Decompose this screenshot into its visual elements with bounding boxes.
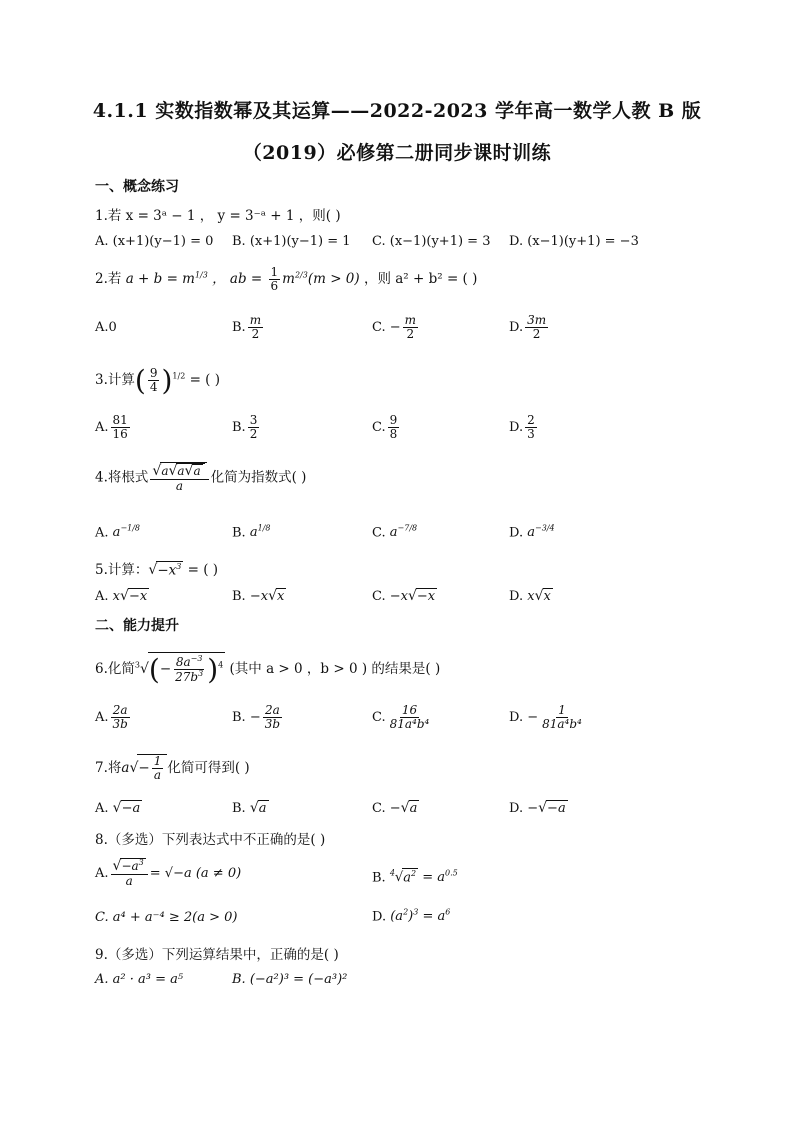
q4-radical-expression: $\frac{√a√a√a}{a}$ (150, 462, 208, 494)
q8-option-a[interactable]: A. $\frac{√-a^3}{a}$ = √−a (a ≠ 0) (95, 858, 242, 889)
question-2-stem: 2.若 $a + b = m^{1/3}$ ， ab = $\frac{1}{6}$ $m^{2/3}(m > 0)$ ，则 a² + b² = ( ) (95, 265, 478, 294)
q7-option-c[interactable]: C. −√a (372, 800, 418, 816)
question-5-stem: 5.计算：$√-x^3$ = ( ) (95, 561, 219, 578)
question-6-stem: 6.化简$^3$√(− $\frac{8a^{-3}}{27b^3}$ )$^4$ (其中 a > 0 ，b > 0 ) 的结果是( ) (95, 653, 441, 686)
q5-option-c[interactable]: C. −x√−x (372, 588, 436, 604)
q1-option-d[interactable]: D. (x−1)(y+1) = −3 (509, 234, 639, 249)
q4-prefix: 4.将根式 (95, 469, 149, 486)
q4-option-c[interactable]: C. $a^{-7/8}$ (372, 524, 418, 541)
q5-suffix: = ( ) (187, 562, 219, 578)
q5-option-a[interactable]: A. x√−x (95, 588, 148, 604)
question-9-stem: 9.（多选）下列运算结果中，正确的是( ) (95, 947, 339, 963)
q2-formula: $a + b = m^{1/3}$ ， ab = (125, 270, 267, 288)
question-3-stem: 3.计算( $\frac{9}{4}$ )$^{1/2}$ = ( ) (95, 364, 221, 397)
q3-option-b[interactable]: B. $\frac{3}{2}$ (232, 413, 258, 442)
page-title-line1: 4.1.1 实数指数幂及其运算——2022-2023 学年高一数学人教 B 版 (92, 100, 702, 122)
q6-option-b[interactable]: B. − $\frac{2a}{3b}$ (232, 703, 281, 732)
q7-prefix: 7.将 (95, 760, 122, 777)
q5-option-d[interactable]: D. x√x (509, 588, 551, 604)
q9-option-a[interactable]: A. a² · a³ = a⁵ (95, 972, 184, 987)
q2-frac: $\frac{1}{6}$ (270, 265, 279, 294)
q8-option-d[interactable]: D. $(a^2)^3 = a^6$ (372, 908, 451, 925)
q2-option-c[interactable]: C. − $\frac{m}{2}$ (372, 313, 417, 342)
q1-option-c[interactable]: C. (x−1)(y+1) = 3 (372, 234, 491, 249)
q3-option-d[interactable]: D. $\frac{2}{3}$ (509, 413, 535, 442)
q3-prefix: 3.计算 (95, 372, 135, 388)
q4-option-d[interactable]: D. $a^{-3/4}$ (509, 524, 555, 541)
q6-suffix: (其中 a > 0 ，b > 0 ) 的结果是( ) (229, 661, 441, 677)
q5-option-b[interactable]: B. −x√x (232, 588, 285, 604)
q6-option-d[interactable]: D. − $\frac{1}{\text{81a⁴b⁴}}$ (509, 703, 582, 732)
q6-option-c[interactable]: C. $\frac{16}{\text{81a⁴b⁴}}$ (372, 703, 430, 732)
q3-suffix: = ( ) (189, 372, 221, 388)
section-heading-ability: 二、能力提升 (95, 618, 179, 634)
q7-option-a[interactable]: A. √−a (95, 800, 141, 816)
q1-option-a[interactable]: A. (x+1)(y−1) = 0 (95, 234, 214, 249)
q2-option-d[interactable]: D. $\frac{3m}{2}$ (509, 313, 547, 342)
q8-option-b[interactable]: B. $^4√a^2 = a^{0.5}$ (372, 869, 458, 886)
question-1-stem: 1.若 x = 3ᵃ − 1 ， y = 3⁻ᵃ + 1 ，则( ) (95, 208, 341, 224)
q1-option-b[interactable]: B. (x+1)(y−1) = 1 (232, 234, 351, 249)
q4-option-b[interactable]: B. $a^{1/8}$ (232, 524, 271, 541)
q4-suffix: 化简为指数式( ) (210, 469, 307, 486)
question-7-stem: 7.将a√− $\frac{1}{a}$ 化简可得到( ) (95, 754, 250, 783)
q5-prefix: 5.计算： (95, 562, 149, 578)
q3-option-a[interactable]: A. $\frac{81}{16}$ (95, 413, 128, 442)
q6-prefix: 6.化简 (95, 661, 135, 677)
q2-option-a[interactable]: A.0 (95, 320, 117, 335)
question-4-stem (95, 462, 306, 494)
section-heading-concepts: 一、概念练习 (95, 179, 179, 195)
q2-option-b[interactable]: B. $\frac{m}{2}$ (232, 313, 262, 342)
q4-option-a[interactable]: A. $a^{-1/8}$ (95, 524, 141, 541)
q2-prefix: 2.若 (95, 271, 122, 288)
q7-suffix: 化简可得到( ) (167, 760, 250, 777)
q2-suffix: ，则 a² + b² = ( ) (363, 271, 478, 288)
q6-option-a[interactable]: A. $\frac{2a}{3b}$ (95, 703, 128, 732)
page-title-line2: （2019）必修第二册同步课时训练 (242, 142, 552, 164)
q7-option-d[interactable]: D. −√−a (509, 800, 566, 816)
q8-option-c[interactable]: C. a⁴ + a⁻⁴ ≥ 2(a > 0) (95, 910, 238, 925)
q3-option-c[interactable]: C. $\frac{9}{8}$ (372, 413, 398, 442)
q9-option-b[interactable]: B. (−a²)³ = (−a³)² (232, 972, 348, 987)
question-8-stem: 8.（多选）下列表达式中不正确的是( ) (95, 832, 326, 848)
q7-option-b[interactable]: B. √a (232, 800, 267, 816)
